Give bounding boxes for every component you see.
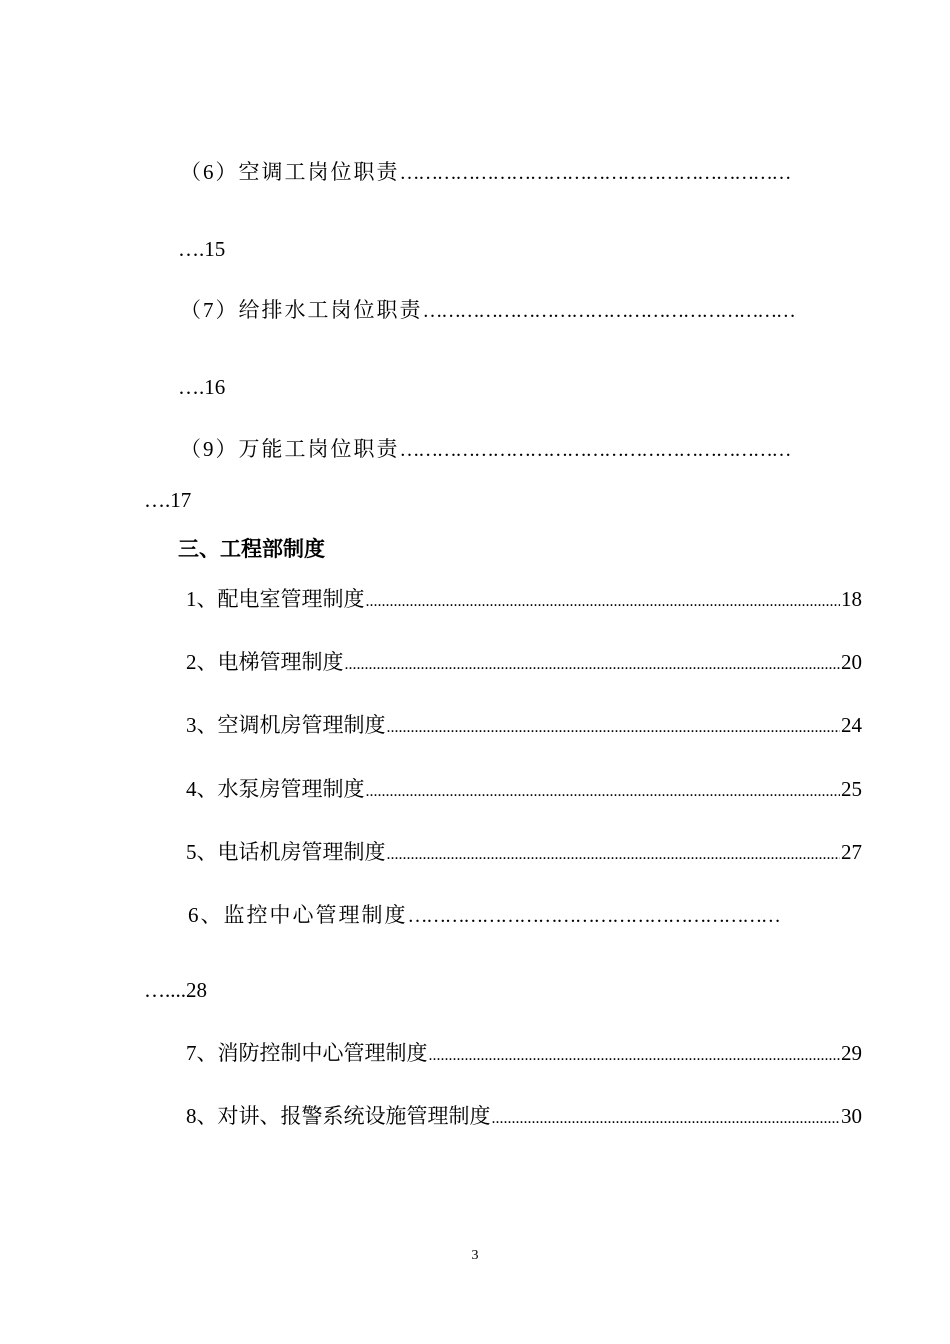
toc-row-label: 7、消防控制中心管理制度 — [186, 1041, 428, 1065]
toc-entry-label: （6）空调工岗位职责 — [180, 160, 400, 184]
toc-row-dots — [492, 1106, 841, 1132]
toc-row-page: 18 — [841, 587, 862, 611]
toc-entry-monitor-page: …....28 — [144, 978, 207, 1002]
page-number: 3 — [471, 1248, 479, 1263]
toc-entry-label: （9）万能工岗位职责 — [180, 437, 400, 461]
toc-entry-6-line1 — [180, 159, 790, 186]
toc-entry-label: 6、监控中心管理制度 — [188, 903, 408, 927]
toc-row — [186, 776, 862, 805]
toc-leader: ……………………………………………………… — [399, 162, 791, 184]
toc-row — [186, 586, 862, 615]
toc-row-label: 2、电梯管理制度 — [186, 650, 344, 674]
toc-row-page: 30 — [841, 1104, 862, 1128]
toc-row-page: 25 — [841, 777, 862, 801]
toc-row-page: 29 — [841, 1041, 862, 1065]
toc-entry-9-page: ….17 — [144, 488, 192, 512]
toc-leader: …………………………………………………… — [422, 300, 795, 322]
toc-row — [186, 712, 862, 741]
toc-leader: ……………………………………………………… — [399, 439, 791, 461]
toc-entry-9-line1 — [180, 436, 790, 463]
toc-entry-7-page: ….16 — [178, 375, 226, 399]
toc-entry-monitor-line1 — [188, 902, 780, 929]
toc-row-label: 5、电话机房管理制度 — [186, 840, 386, 864]
toc-row — [186, 1103, 862, 1132]
toc-row-label: 3、空调机房管理制度 — [186, 713, 386, 737]
toc-row-label: 4、水泵房管理制度 — [186, 777, 365, 801]
toc-row-page: 20 — [841, 650, 862, 674]
toc-row-dots — [387, 715, 841, 741]
toc-row-dots — [387, 842, 841, 868]
toc-row-label: 8、对讲、报警系统设施管理制度 — [186, 1104, 491, 1128]
toc-row-dots — [345, 652, 841, 678]
toc-row-dots — [366, 589, 841, 615]
toc-entry-7-line1 — [180, 297, 795, 324]
toc-row-page: 27 — [841, 840, 862, 864]
toc-leader: …………………………………………………… — [407, 905, 780, 927]
toc-entry-label: （7）给排水工岗位职责 — [180, 298, 423, 322]
toc-row-page: 24 — [841, 713, 862, 737]
toc-row — [186, 649, 862, 678]
toc-row — [186, 839, 862, 868]
toc-row-dots — [429, 1043, 841, 1069]
toc-row — [186, 1040, 862, 1069]
toc-row-label: 1、配电室管理制度 — [186, 587, 365, 611]
toc-row-dots — [366, 779, 841, 805]
toc-entry-6-page: ….15 — [178, 237, 226, 261]
section-heading: 三、工程部制度 — [178, 537, 325, 561]
